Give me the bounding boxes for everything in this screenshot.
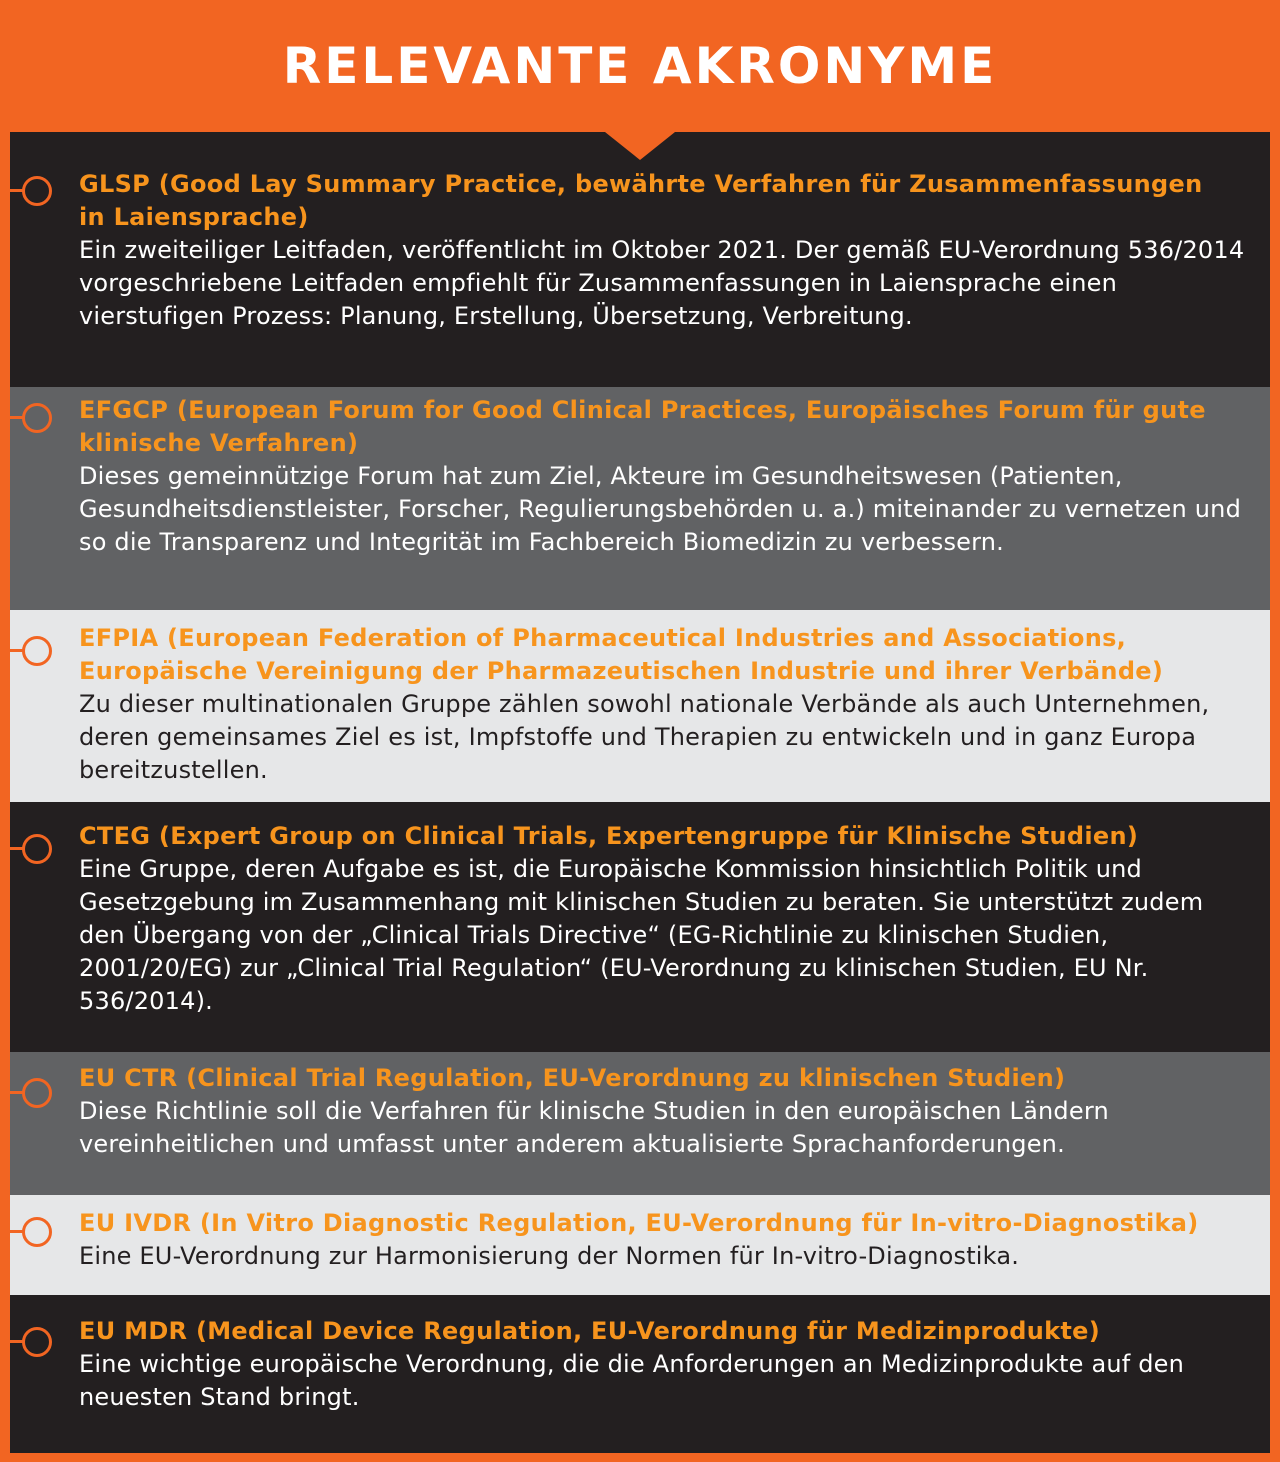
entry-description: Eine wichtige europäische Verordnung, die die Anforderungen an Medizinprodukte auf den neuesten Stand bringt. xyxy=(79,1350,1185,1411)
acronym-entry-cteg xyxy=(10,802,1270,1052)
entry-title: EU CTR (Clinical Trial Regulation, EU-Verordnung zu klinischen Studien) xyxy=(79,1064,1066,1092)
entry-title: EU MDR (Medical Device Regulation, EU-Verordnung für Medizinprodukte) xyxy=(79,1317,1101,1345)
acronym-list xyxy=(10,132,1270,1453)
acronym-entry-eu-ivdr xyxy=(10,1195,1270,1295)
acronym-entry-eu-mdr xyxy=(10,1295,1270,1453)
entry-description: Ein zweiteiliger Leitfaden, veröffentlicht im Oktober 2021. Der gemäß EU-Verordnung 536/2014 vorgeschriebene Leitfaden empfiehlt für Zusammenfassungen in Laiensprache einen vierstufigen Prozess: Planung, Erstellung, Übersetzung, Verbreitung. xyxy=(79,236,1245,330)
bullet-circle-icon xyxy=(10,634,52,666)
acronym-entry-eu-ctr xyxy=(10,1052,1270,1195)
acronym-entry-efpia xyxy=(10,610,1270,802)
acronym-entry-glsp xyxy=(10,132,1270,387)
header-banner xyxy=(0,0,1280,132)
bullet-circle-icon xyxy=(10,401,52,433)
acronym-entry-efgcp xyxy=(10,387,1270,610)
bullet-circle-icon xyxy=(10,832,52,864)
bullet-circle-icon xyxy=(10,1076,52,1108)
entry-description: Eine Gruppe, deren Aufgabe es ist, die Europäische Kommission hinsichtlich Politik und Gesetzgebung im Zusammenhang mit klinischen Studien zu beraten. Sie unterstützt zudem den Übergang von der „Clinical Trials Directive“ (EG-Richtlinie zu klinischen Studien, 2001/20/EG) zur „Clinical Trial Regulation“ (EU-Verordnung zu klinischen Studien, EU Nr. 536/2014). xyxy=(79,855,1204,1015)
entry-title: EFGCP (European Forum for Good Clinical Practices, Europäisches Forum für gute klinische Verfahren) xyxy=(79,396,1206,457)
page-title: RELEVANTE AKRONYME xyxy=(282,37,998,95)
bullet-circle-icon xyxy=(10,1215,52,1247)
entry-description: Dieses gemeinnützige Forum hat zum Ziel, Akteure im Gesundheitswesen (Patienten, Gesundheitsdienstleister, Forscher, Regulierungsbehörden u. a.) miteinander zu vernetzen und so die Transparenz und Integrität im Fachbereich Biomedizin zu verbessern. xyxy=(79,462,1242,556)
bullet-circle-icon xyxy=(10,1325,52,1357)
entry-title: EFPIA (European Federation of Pharmaceutical Industries and Associations, Europäische Vereinigung der Pharmazeutischen Industrie und ihrer Verbände) xyxy=(79,624,1164,685)
entry-description: Zu dieser multinationalen Gruppe zählen sowohl nationale Verbände als auch Unternehmen, deren gemeinsames Ziel es ist, Impfstoffe und Therapien zu entwickeln und in ganz Europa bereitzustellen. xyxy=(79,690,1210,784)
entry-description: Diese Richtlinie soll die Verfahren für klinische Studien in den europäischen Ländern vereinheitlichen und umfasst unter anderem aktualisierte Sprachanforderungen. xyxy=(79,1097,1109,1158)
entry-title: CTEG (Expert Group on Clinical Trials, Expertengruppe für Klinische Studien) xyxy=(79,822,1139,850)
header-pointer-triangle xyxy=(605,132,675,160)
entry-title: GLSP (Good Lay Summary Practice, bewährte Verfahren für Zusammenfassungen in Laiensprache) xyxy=(79,170,1203,231)
bullet-circle-icon xyxy=(10,174,52,206)
entry-description: Eine EU-Verordnung zur Harmonisierung der Normen für In-vitro-Diagnostika. xyxy=(79,1242,1020,1270)
entry-title: EU IVDR (In Vitro Diagnostic Regulation, EU-Verordnung für In-vitro-Diagnostika) xyxy=(79,1209,1199,1237)
